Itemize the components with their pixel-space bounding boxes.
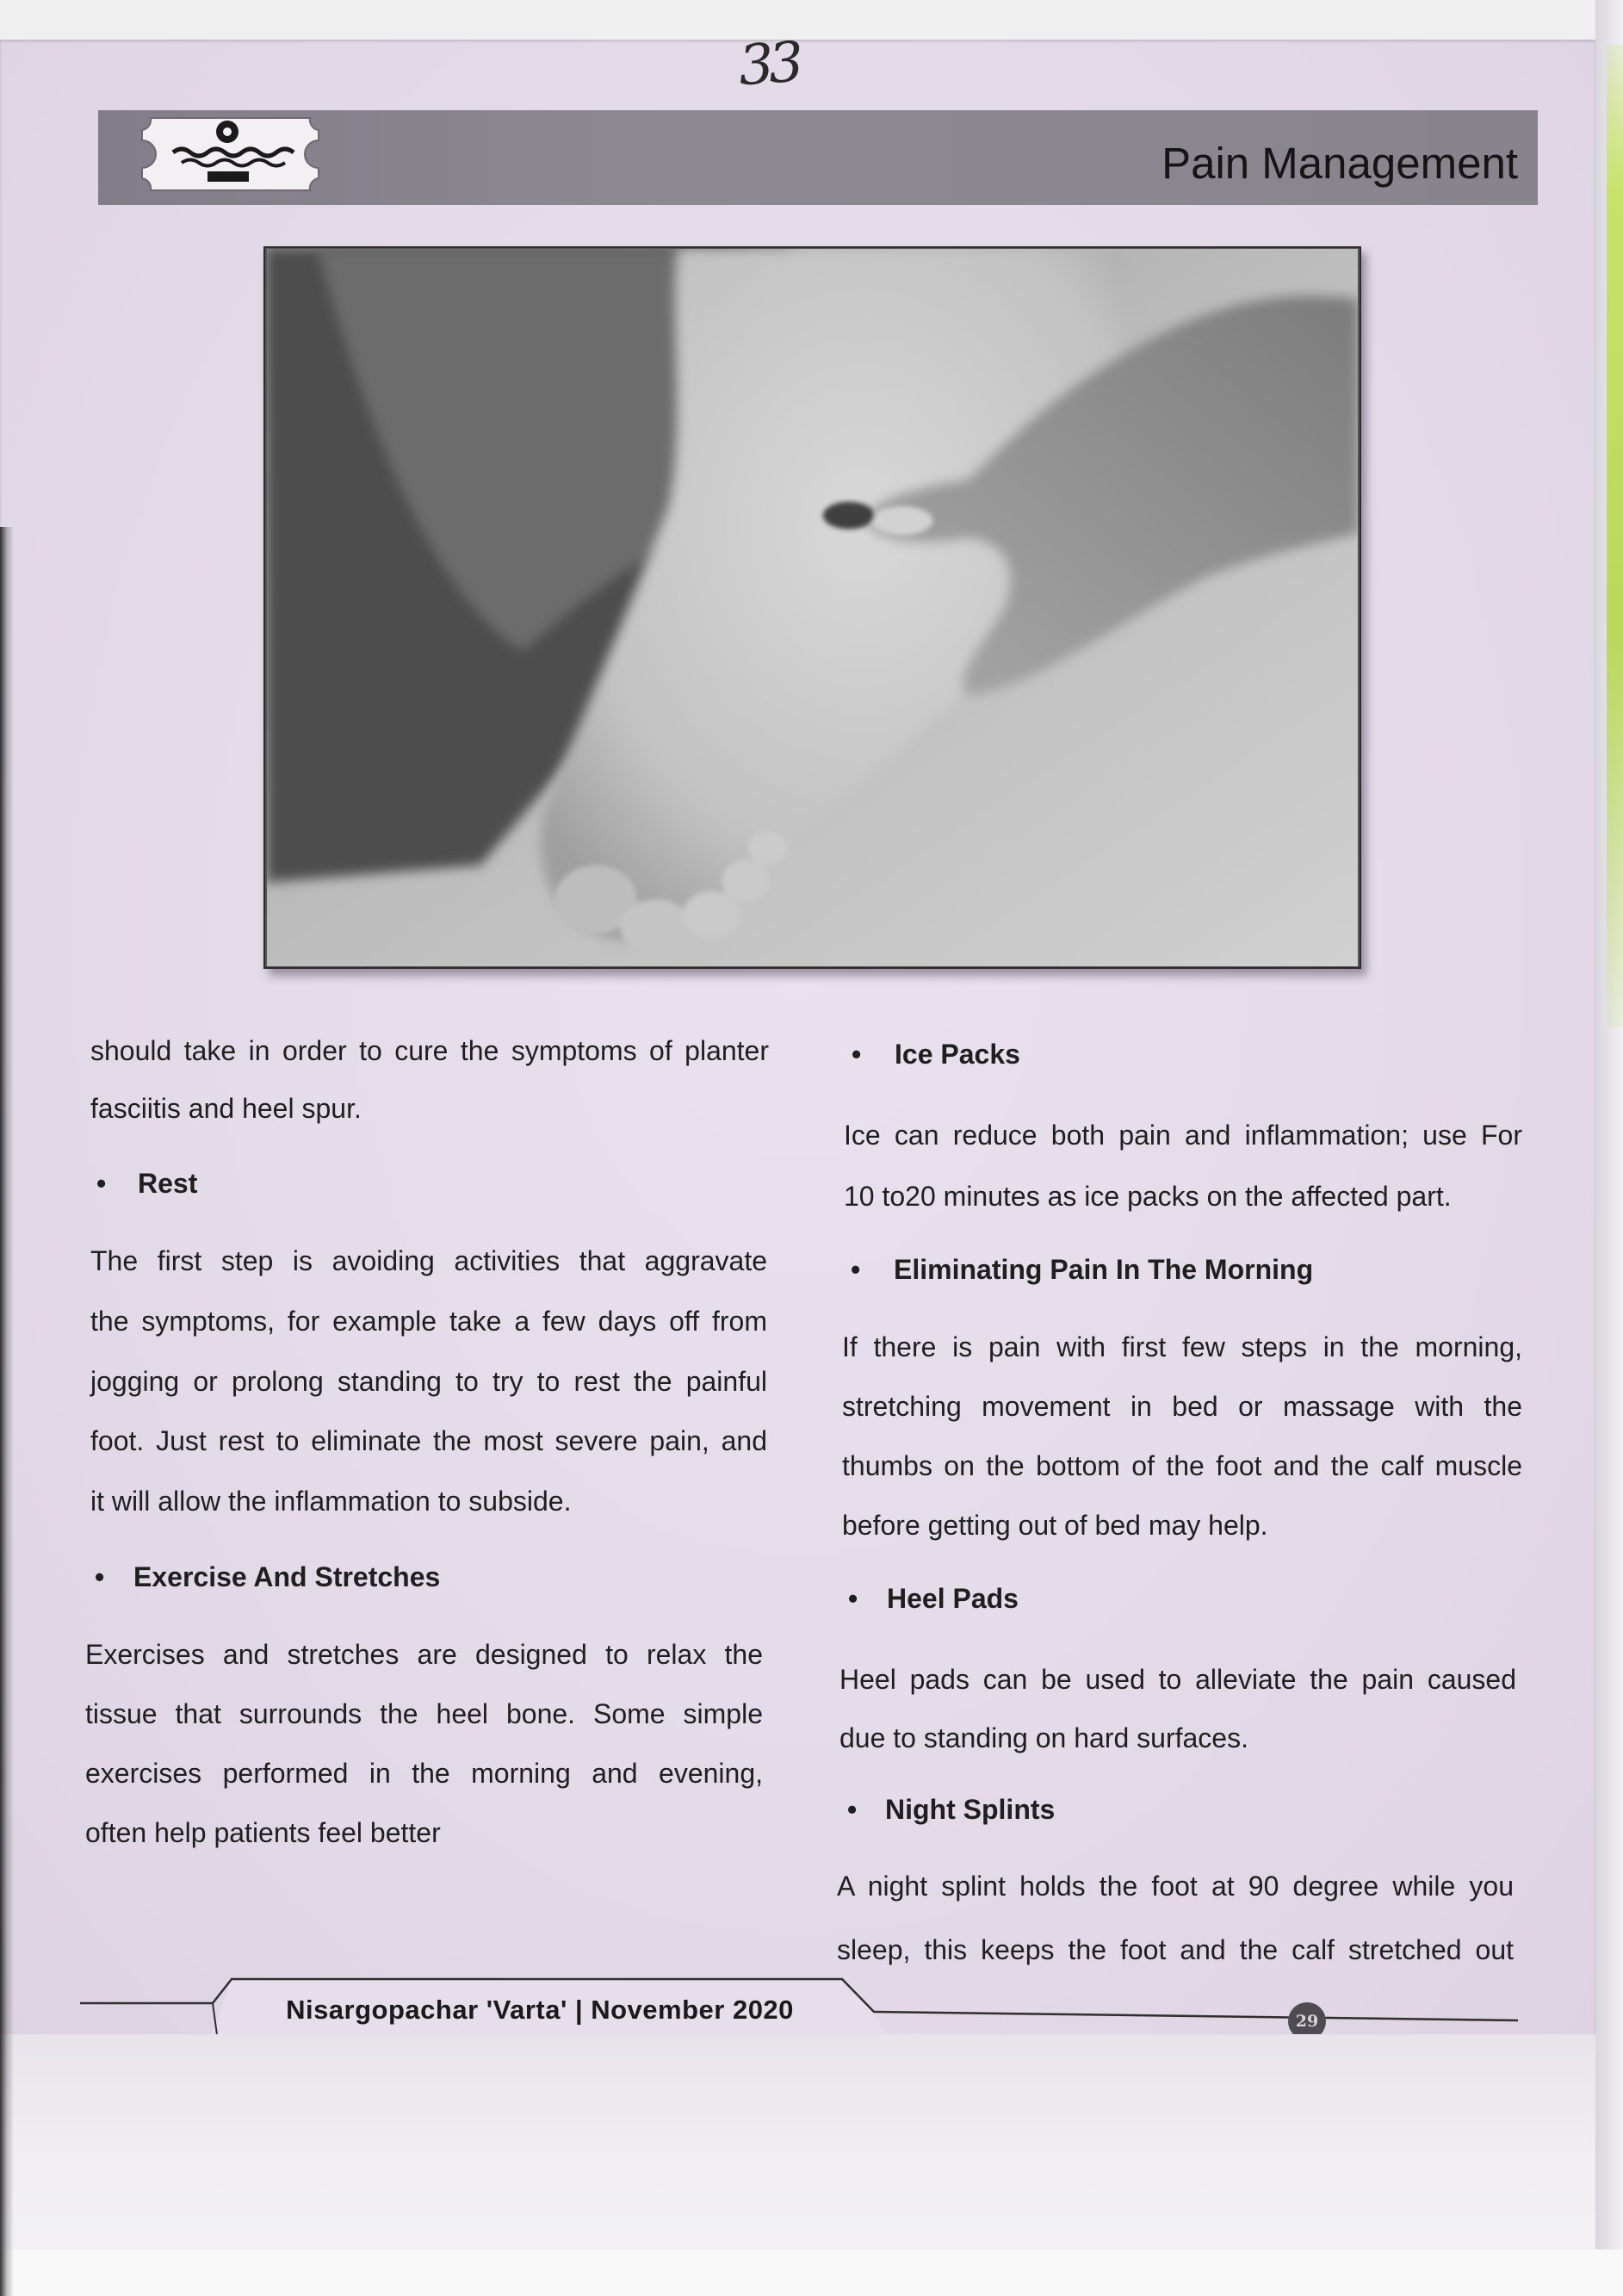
text-line: sleep, this keeps the foot and the calf stretched out [837,1934,1514,1965]
magazine-logo-icon [139,115,322,194]
exercise-paragraph [85,1625,763,1863]
heading-text: Ice Packs [895,1039,1020,1070]
adjacent-page-edge [1607,45,1623,1027]
text-line: should take in order to cure the symptoms of planter [90,1035,769,1066]
heel-pads-paragraph [839,1650,1516,1767]
bullet-icon [852,1025,895,1083]
text-line: A night splint holds the foot at 90 degree while you [837,1871,1514,1902]
photo-foot-massage [263,246,1361,969]
text-line: Exercises and stretches are designed to relax the [85,1639,763,1670]
text-line: Ice can reduce both pain and inflammation; use For [844,1120,1522,1151]
heading-eliminating-pain [851,1240,1313,1299]
text-line: the symptoms, for example take a few days off from [90,1305,767,1337]
text-line: it will allow the inflammation to subside. [90,1486,572,1517]
heading-text: Exercise And Stretches [133,1561,441,1592]
text-line: due to standing on hard surfaces. [839,1722,1248,1753]
heading-text: Rest [138,1168,198,1199]
text-line: often help patients feel better [85,1817,441,1848]
section-title: Pain Management [1161,139,1518,188]
heading-text: Night Splints [885,1794,1056,1825]
photo-image [265,248,1360,967]
heading-ice-packs [852,1025,1020,1083]
left-edge-shadow [0,527,14,2296]
bullet-icon [851,1240,894,1299]
heading-exercise-and-stretches [95,1548,440,1606]
night-splints-paragraph [837,1854,1514,1982]
text-line: 10 to20 minutes as ice packs on the affected part. [844,1181,1452,1212]
text-line: The first step is avoiding activities that aggravate [90,1245,767,1276]
footer-publication: Nisargopachar 'Varta' | November 2020 [286,1995,794,2025]
text-line: jogging or prolong standing to try to rest the painful [90,1365,767,1397]
bullet-icon [848,1569,887,1628]
text-line: before getting out of bed may help. [842,1510,1268,1541]
bullet-icon [847,1780,885,1839]
heading-night-splints [847,1780,1055,1839]
bullet-icon [96,1154,138,1213]
rest-paragraph [90,1232,767,1532]
scanner-margin [0,2249,1623,2296]
heading-heel-pads [848,1569,1019,1628]
eliminating-pain-paragraph [842,1318,1522,1555]
heading-text: Eliminating Pain In The Morning [894,1254,1314,1285]
text-line: tissue that surrounds the heel bone. Some simple [85,1698,763,1729]
text-line: Heel pads can be used to alleviate the pain caused [839,1664,1516,1695]
heading-text: Heel Pads [887,1583,1019,1614]
text-line: If there is pain with first few steps in the morning, [842,1331,1522,1362]
text-line: thumbs on the bottom of the foot and the calf muscle [842,1450,1522,1481]
page-number-badge: 29 [1288,2002,1326,2034]
text-line: fasciitis and heel spur. [90,1093,362,1124]
intro-paragraph [90,1022,769,1138]
bullet-icon [95,1548,133,1606]
handwritten-page-number: 33 [736,30,801,99]
text-line: foot. Just rest to eliminate the most severe pain, and [90,1425,767,1457]
text-line: stretching movement in bed or massage with the [842,1391,1522,1422]
ice-packs-paragraph [844,1105,1522,1227]
heading-rest [96,1154,197,1213]
text-line: exercises performed in the morning and evening, [85,1758,763,1789]
